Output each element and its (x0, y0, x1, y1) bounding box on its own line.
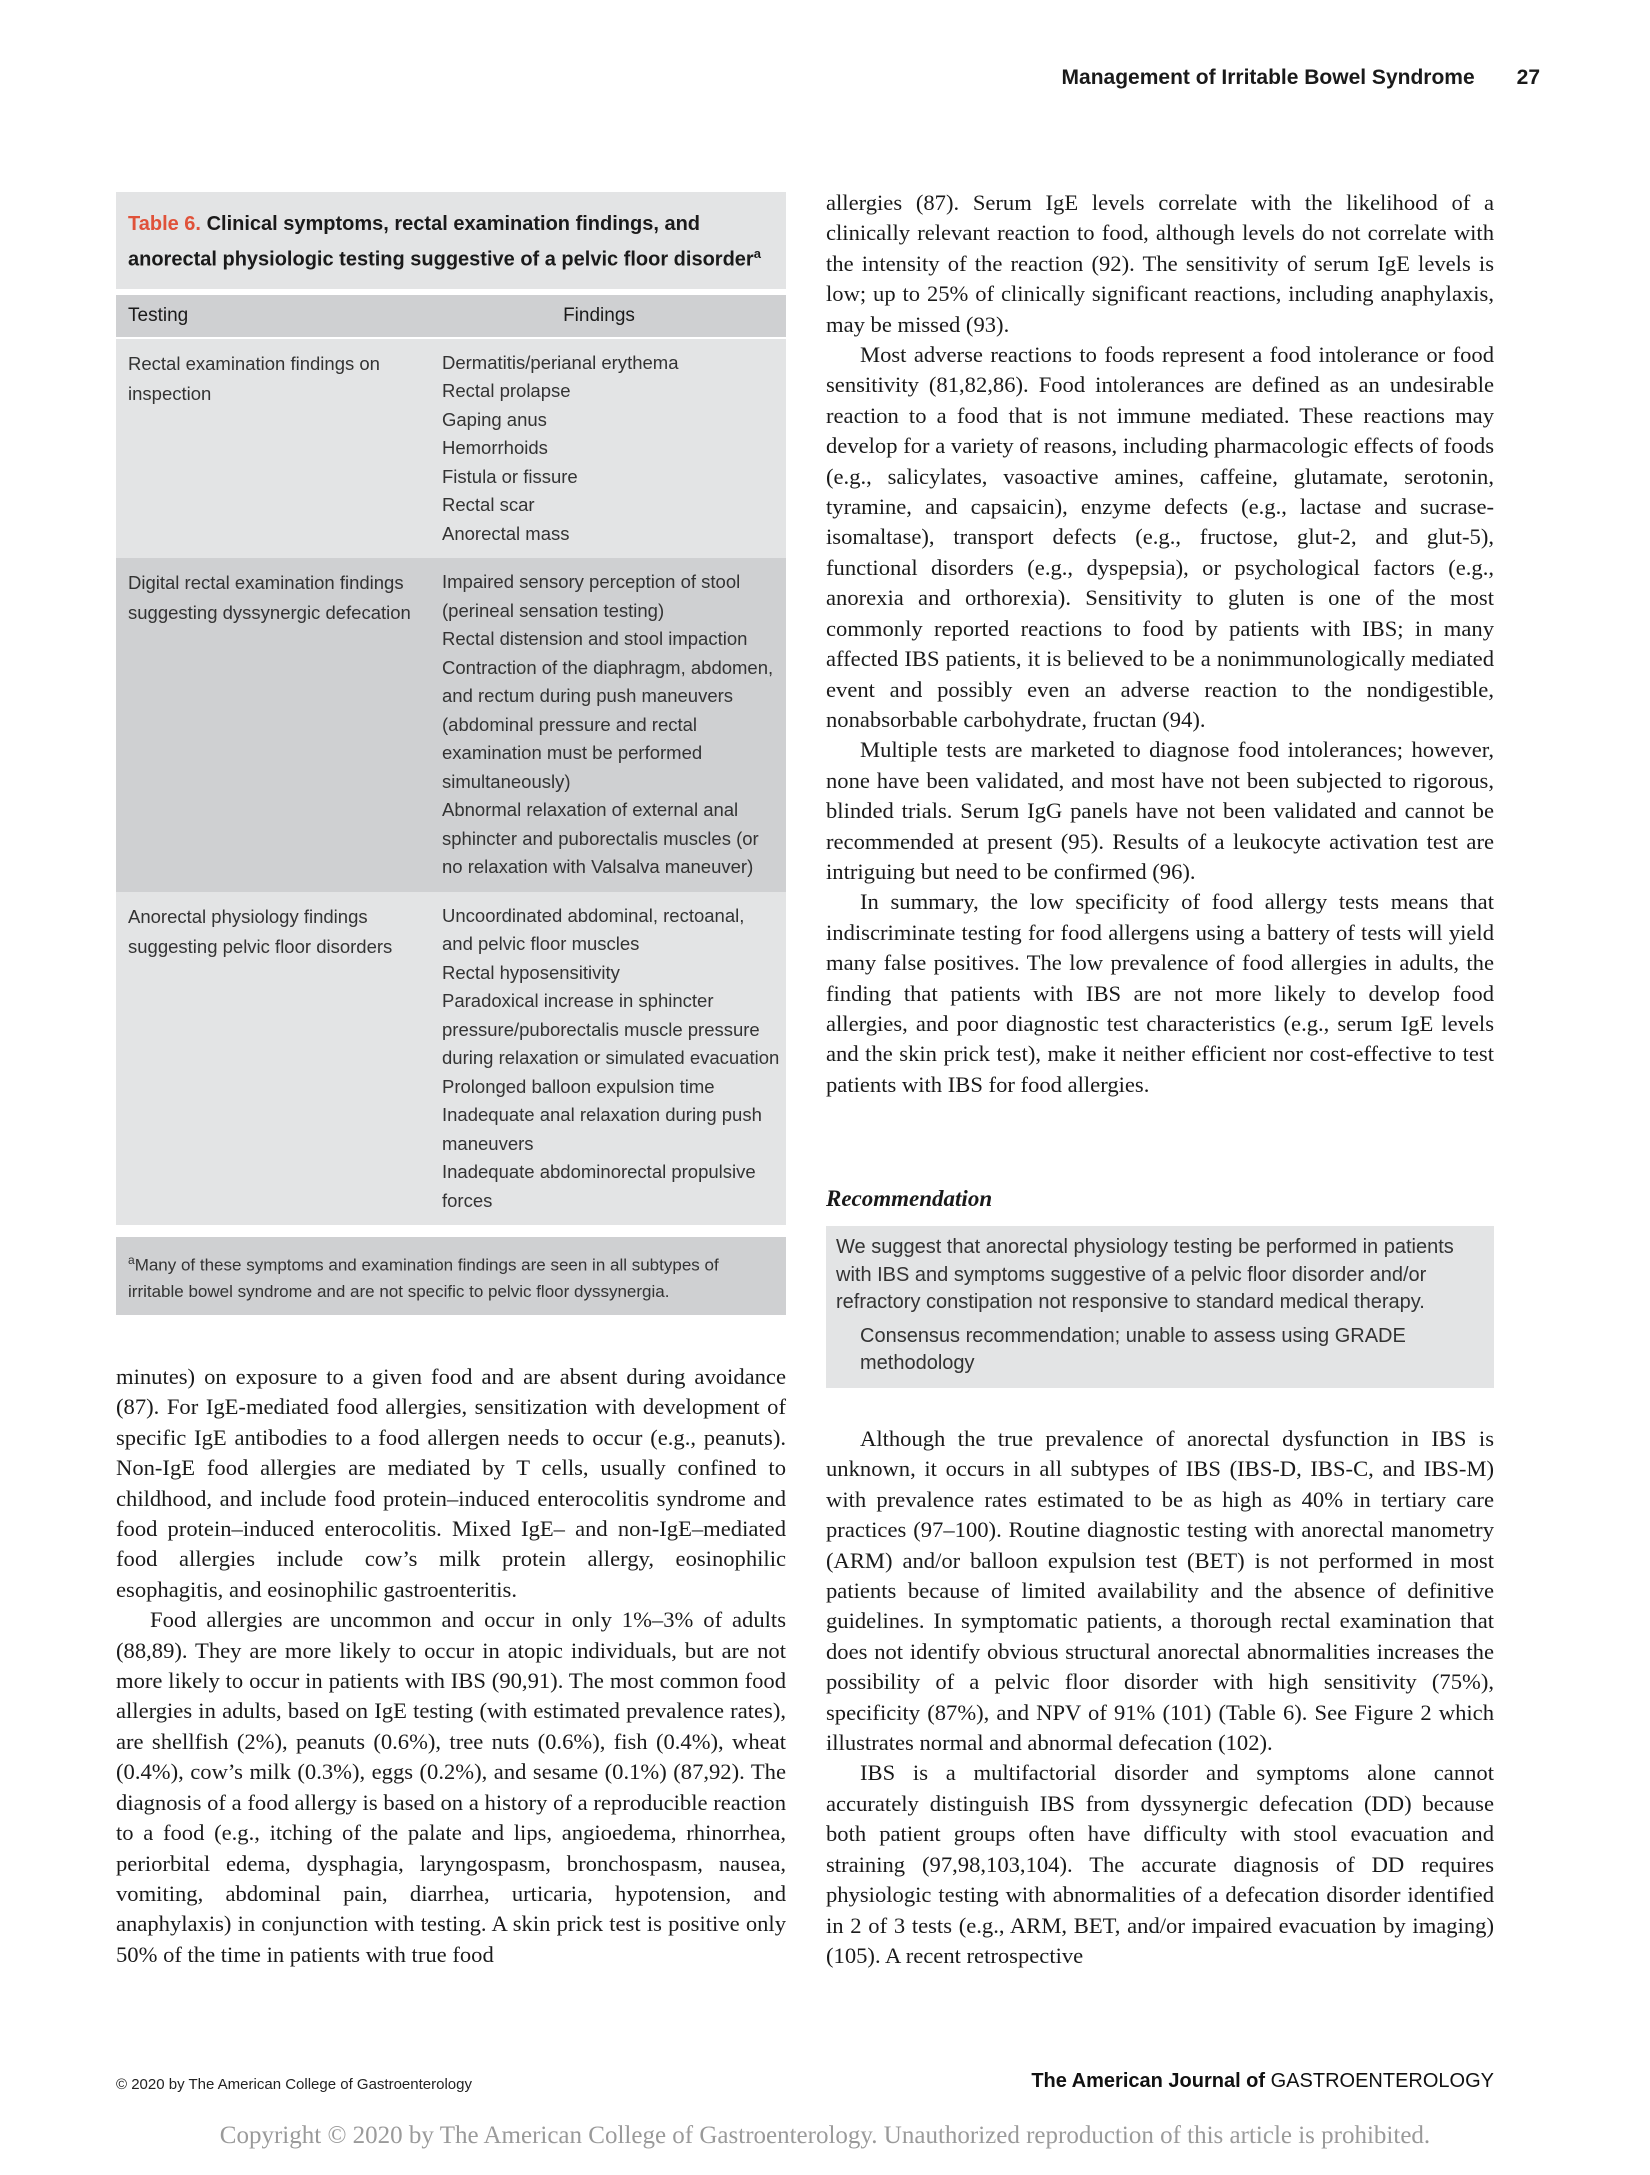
finding-item: Inadequate abdominorectal propulsive forces (442, 1161, 756, 1211)
finding-item: Impaired sensory perception of stool (perineal sensation testing) (442, 571, 741, 621)
finding-item: Prolonged balloon expulsion time (442, 1075, 715, 1097)
paragraph: IBS is a multifactorial disorder and symptoms alone cannot accurately distinguish IBS from dyssynergic defecation (DD) because both patient groups often have difficulty with stool evacuation and straining (97,98,103,104). The accurate diagnosis of DD requires physiologic testing with abnormalities of a defecation disorder identified in 2 of 3 tests (e.g., ARM, BET, and/or impaired evacuation by imaging) (105). A recent retrospective (826, 1760, 1494, 1968)
table-header-row (116, 295, 786, 339)
left-column-text (116, 1362, 786, 1970)
running-title: Management of Irritable Bowel Syndrome (1061, 66, 1475, 89)
copyright-notice: Copyright © 2020 by The American College of Gastroenterology. Unauthorized reproduction of this article is prohibited. (219, 2122, 1431, 2149)
finding-item: Uncoordinated abdominal, rectoanal, and pelvic floor muscles (442, 904, 745, 955)
journal-name-bold: The American Journal of (1031, 2070, 1266, 2092)
table-row (116, 892, 786, 1226)
table-header-testing: Testing (128, 304, 189, 326)
finding-item: Abnormal relaxation of external anal sphincter and puborectalis muscles (or no relaxation with Valsalva maneuver) (442, 799, 759, 878)
right-column-text-top (826, 188, 1494, 1100)
recommendation-consensus: Consensus recommendation; unable to assess using GRADE methodology (860, 1324, 1406, 1374)
table-label: Table 6. (128, 213, 201, 235)
finding-item: Hemorrhoids (442, 437, 548, 459)
finding-item: Rectal distension and stool impaction (442, 628, 748, 650)
paragraph: In summary, the low specificity of food allergy tests means that indiscriminate testing for food allergens using a battery of tests will yield many false positives. The low prevalence of food allergies in adults, the finding that patients with IBS are not more likely to develop food allergies, and poor diagnostic test characteristics (e.g., serum IgE levels and the skin prick test), make it neither efficient nor cost-effective to test patients with IBS for food allergies. (826, 889, 1494, 1097)
recommendation-box (826, 1226, 1494, 1388)
table-cell-testing: Rectal examination findings on inspection (128, 352, 380, 404)
table-cell-findings (442, 558, 786, 892)
finding-item: Rectal hyposensitivity (442, 961, 620, 983)
recommendation-heading: Recommendation (826, 1186, 993, 1211)
table-row (116, 558, 786, 892)
finding-item: Anorectal mass (442, 522, 570, 544)
table-footnote (116, 1237, 786, 1315)
footer-journal-name (1031, 2070, 1494, 2093)
paragraph: Most adverse reactions to foods represent a food intolerance or food sensitivity (81,82,86). Food intolerances are defined as an undesirable reaction to a food that is not immune mediated. These reactions may develop for a variety of reasons, including pharmacologic effects of foods (e.g., salicylates, vasoactive amines, caffeine, glutamate, serotonin, tyramine, and capsaicin), enzyme defects (e.g., lactase and sucrase-isomaltase), transport defects (e.g., fructose, glut-2, and glut-5), functional disorders (e.g., dyspepsia), or psychological factors (e.g., anorexia and orthorexia). Sensitivity to gluten is one of the most commonly reported reactions to food by patients with IBS; in many affected IBS patients, it is believed to be a nonimmunologically mediated event and possibly even an adverse reaction to the nondigestible, nonabsorbable carbohydrate, fructan (94). (826, 342, 1494, 732)
right-column-text-bottom (826, 1424, 1494, 1971)
paragraph: allergies (87). Serum IgE levels correlate with the likelihood of a clinically relevant reaction to food, although levels do not correlate with the intensity of the reaction (92). The sensitivity of serum IgE levels is low; up to 25% of clinically significant reactions, including anaphylaxis, may be missed (93). (826, 190, 1494, 337)
finding-item: Paradoxical increase in sphincter pressure/puborectalis muscle pressure during relaxation or simulated evacuation (442, 990, 780, 1069)
table-caption-text: Clinical symptoms, rectal examination findings, and anorectal physiologic testing suggestive of a pelvic floor disorder (128, 213, 754, 271)
table-header-findings: Findings (563, 304, 635, 326)
finding-item: Rectal prolapse (442, 380, 571, 402)
finding-item: Dermatitis/perianal erythema (442, 351, 679, 373)
journal-name-caps: GASTROENTEROLOGY (1270, 2070, 1494, 2092)
table-caption (116, 192, 786, 289)
paragraph: Although the true prevalence of anorectal dysfunction in IBS is unknown, it occurs in all subtypes of IBS (IBS-D, IBS-C, and IBS-M) with prevalence rates estimated to be as high as 40% in tertiary care practices (97–100). Routine diagnostic testing with anorectal manometry (ARM) and/or balloon expulsion test (BET) is not performed in most patients because of limited availability and the absence of definitive guidelines. In symptomatic patients, a thorough rectal examination that does not identify obvious structural anorectal abnormalities increases the possibility of a pelvic floor disorder with high sensitivity (75%), specificity (87%), and NPV of 91% (101) (Table 6). See Figure 2 which illustrates normal and abnormal defecation (102). (826, 1426, 1494, 1756)
finding-item: Contraction of the diaphragm, abdomen, and rectum during push maneuvers (abdominal pressure and rectal examination must be performed simultaneously) (442, 656, 774, 792)
table-cell-testing: Digital rectal examination findings suggesting dyssynergic defecation (128, 572, 411, 624)
table-cell-testing: Anorectal physiology findings suggesting pelvic floor disorders (128, 905, 393, 957)
paragraph: minutes) on exposure to a given food and are absent during avoidance (87). For IgE-mediated food allergies, sensitization with development of specific IgE antibodies to a food allergen needs to occur (e.g., peanuts). Non-IgE food allergies are mediated by T cells, usually confined to childhood, and include food protein–induced enterocolitis syndrome and food protein–induced enterocolitis. Mixed IgE– and non-IgE–mediated food allergies include cow’s milk protein allergy, eosinophilic esophagitis, and eosinophilic gastroenteritis. (116, 1364, 786, 1602)
recommendation-text: We suggest that anorectal physiology testing be performed in patients with IBS and symptoms suggestive of a pelvic floor disorder and/or refractory constipation not responsive to standard medical therapy. (836, 1236, 1454, 1313)
finding-item: Rectal scar (442, 494, 535, 516)
paragraph: Multiple tests are marketed to diagnose food intolerances; however, none have been validated, and most have not been subjected to rigorous, blinded trials. Serum IgG panels have not been validated and cannot be recommended at present (95). Results of a leukocyte activation test are intriguing but need to be confirmed (96). (826, 737, 1494, 884)
finding-item: Inadequate anal relaxation during push maneuvers (442, 1104, 762, 1154)
finding-item: Fistula or fissure (442, 465, 578, 487)
page-number: 27 (1516, 66, 1540, 89)
footnote-text: Many of these symptoms and examination findings are seen in all subtypes of irritable bowel syndrome and are not specific to pelvic floor dyssynergia. (128, 1255, 719, 1301)
running-header (840, 66, 1540, 90)
paragraph: Food allergies are uncommon and occur in only 1%–3% of adults (88,89). They are more likely to occur in atopic individuals, but are not more likely to occur in patients with IBS (90,91). The most common food allergies in adults, based on IgE testing (with estimated prevalence rates), are shellfish (2%), peanuts (0.6%), tree nuts (0.6%), fish (0.4%), wheat (0.4%), cow’s milk (0.3%), eggs (0.2%), and sesame (0.1%) (87,92). The diagnosis of a food allergy is based on a history of a reproducible reaction to a food (e.g., itching of the palate and lips, angioedema, rhinorrhea, periorbital edema, dysphagia, laryngospasm, bronchospasm, nausea, vomiting, abdominal pain, diarrhea, urticaria, hypotension, and anaphylaxis) in conjunction with testing. A skin prick test is positive only 50% of the time in patients with true food (116, 1607, 786, 1967)
table-row (116, 339, 786, 559)
table-cell-findings (442, 892, 786, 1226)
table-6 (116, 192, 786, 1315)
finding-item: Gaping anus (442, 408, 547, 430)
footnote-sup: a (128, 1253, 135, 1268)
table-cell-findings (442, 339, 786, 559)
table-caption-sup: a (753, 246, 761, 261)
footer-copyright-acg: © 2020 by The American College of Gastroenterology (116, 2076, 472, 2093)
